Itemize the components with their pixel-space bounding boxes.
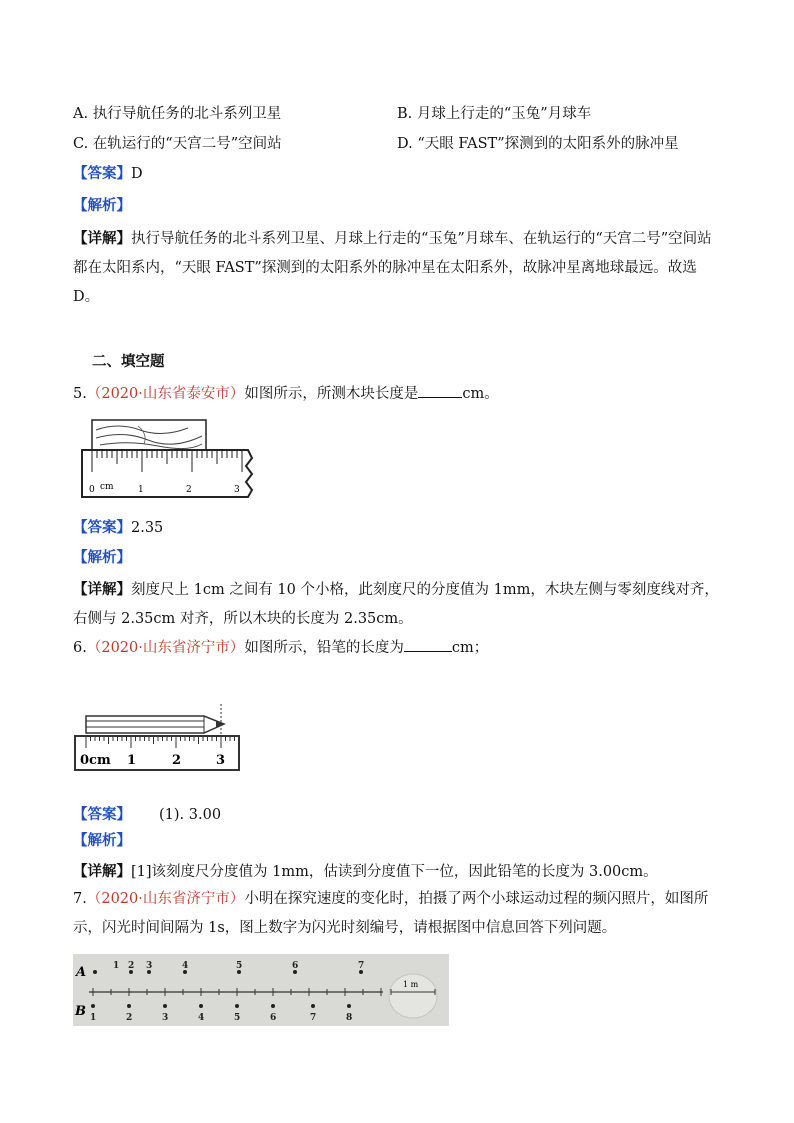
q6-detail <box>73 860 658 881</box>
answer-blank <box>418 385 462 398</box>
ruler-label-1: 1 <box>127 753 137 768</box>
option-c: C. 在轨运行的“天宫二号”空间站 <box>73 136 282 152</box>
section-title: 二、填空题 <box>92 353 165 370</box>
ball-b-number-5: 5 <box>234 1013 241 1023</box>
answer-blank <box>404 639 452 652</box>
source-open: （ <box>86 891 102 907</box>
scale-label: 1 m <box>403 980 419 989</box>
ball-b-number-1: 1 <box>90 1013 97 1023</box>
q5-analysis-label: 【解析】 <box>73 549 131 566</box>
ball-a-number-7: 7 <box>358 961 365 971</box>
ball-a-number-4: 4 <box>182 961 189 971</box>
q6-answer <box>73 803 221 824</box>
source-close: ） <box>229 640 245 656</box>
source-open: （ <box>86 640 102 656</box>
ruler-label-1: 1 <box>138 485 144 495</box>
ball-a-number-5: 5 <box>236 961 243 971</box>
ruler-label-3: 3 <box>216 753 226 768</box>
detail-label: 【详解】 <box>73 230 131 247</box>
detail-label: 【详解】 <box>73 581 131 598</box>
source-open: （ <box>86 386 102 402</box>
answer-label: 【答案】 <box>73 519 131 536</box>
option-d: D. “天眼 FAST”探测到的太阳系外的脉冲星 <box>397 136 679 152</box>
q5-answer <box>73 516 163 537</box>
ball-a-number-1: 1 <box>113 961 120 971</box>
ball-a-number-3: 3 <box>146 961 153 971</box>
detail-text: 执行导航任务的北斗系列卫星、月球上行走的“玉兔”月球车、在轨运行的“天宫二号”空间站都在太阳系内，“天眼 FAST”探测到的太阳系外的脉冲星在太阳系外，故脉冲星离地球最远。故选 D。 <box>73 231 712 305</box>
detail-text: 刻度尺上 1cm 之间有 10 个小格，此刻度尺的分度值为 1mm，木块左侧与零刻度线对齐，右侧与 2.35cm 对齐，所以木块的长度为 2.35cm。 <box>73 582 719 627</box>
q4-analysis-label: 【解析】 <box>73 197 131 214</box>
answer-label: 【答案】 <box>73 806 131 823</box>
ruler-label-2: 2 <box>172 753 182 768</box>
ball-b-number-3: 3 <box>162 1013 169 1023</box>
label-a: A <box>76 965 87 980</box>
ball-b-number-2: 2 <box>126 1013 133 1023</box>
ball-b-number-8: 8 <box>346 1013 353 1023</box>
ball-a-number-2: 2 <box>128 961 135 971</box>
stem-unit: cm； <box>451 640 489 656</box>
answer-value: 2.35 <box>131 520 164 536</box>
answer-value: D <box>131 166 143 182</box>
detail-label: 【详解】 <box>73 863 131 880</box>
question-number: 5. <box>73 386 87 402</box>
ruler-label-0: 0 <box>89 485 95 495</box>
pencil <box>86 716 224 733</box>
q4-detail <box>73 224 721 312</box>
q7-stem <box>73 885 721 943</box>
question-source: 2020·山东省济宁市 <box>101 640 230 656</box>
answer-value: (1). 3.00 <box>159 807 222 823</box>
option-b: B. 月球上行走的“玉兔”月球车 <box>397 106 592 122</box>
source-close: ） <box>229 386 245 402</box>
stem-text: 如图所示，所测木块长度是 <box>244 386 419 402</box>
ball-b-number-4: 4 <box>198 1013 205 1023</box>
q5-ruler-figure <box>78 418 258 500</box>
q4-answer <box>73 162 143 183</box>
ruler-label-0cm: 0cm <box>80 753 111 768</box>
question-number: 6. <box>73 640 87 656</box>
q5-detail <box>73 575 721 634</box>
ball-b-number-7: 7 <box>310 1013 317 1023</box>
question-source: 2020·山东省泰安市 <box>101 386 230 402</box>
stem-unit: cm。 <box>462 386 499 402</box>
ruler-label-3: 3 <box>234 485 240 495</box>
question-number: 7. <box>73 891 87 907</box>
q6-analysis-label: 【解析】 <box>73 832 131 849</box>
ball-b-number-6: 6 <box>270 1013 277 1023</box>
detail-text: [1]该刻度尺分度值为 1mm，估读到分度值下一位，因此铅笔的长度为 3.00cm。 <box>131 864 658 880</box>
ruler-label-cm: cm <box>100 482 114 492</box>
source-close: ） <box>229 891 245 907</box>
ruler-label-2: 2 <box>186 485 192 495</box>
q7-strobe-photo <box>73 954 449 1026</box>
ball-a-number-6: 6 <box>292 961 299 971</box>
stem-text: 小明在探究速度的变化时，拍摄了两个小球运动过程的频闪照片，如图所示，闪光时间间隔为 1s，图上数字为闪光时刻编号，请根据图中信息回答下列问题。 <box>73 891 709 936</box>
label-b: B <box>75 1004 86 1019</box>
answer-label: 【答案】 <box>73 165 131 182</box>
wood-block <box>92 420 206 450</box>
option-a: A. 执行导航任务的北斗系列卫星 <box>73 106 282 122</box>
question-source: 2020·山东省济宁市 <box>101 891 230 907</box>
q6-stem <box>73 636 488 657</box>
stem-text: 如图所示，铅笔的长度为 <box>244 640 404 656</box>
q6-pencil-ruler-figure <box>74 700 244 772</box>
q5-stem <box>73 382 499 403</box>
